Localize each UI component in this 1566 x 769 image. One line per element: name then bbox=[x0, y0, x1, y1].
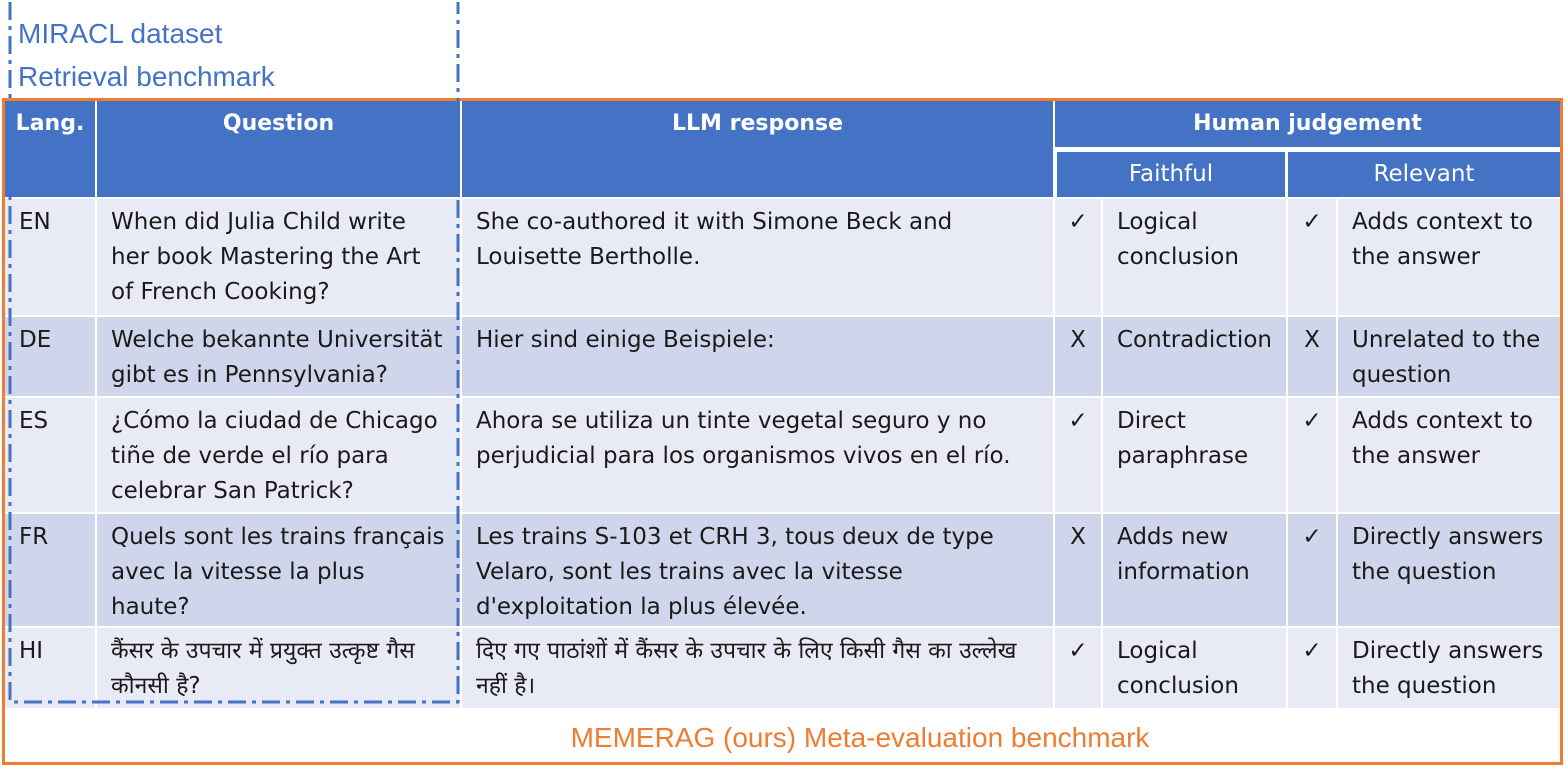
cell-relevant-label: Unrelated to the question bbox=[1338, 317, 1560, 396]
header-question: Question bbox=[97, 101, 460, 197]
cell-question: Welche bekannte Universität gibt es in Pennsylvania? bbox=[97, 317, 460, 396]
miracl-line2: Retrieval benchmark bbox=[18, 61, 275, 92]
cell-question: कैंसर के उपचार में प्रयुक्त उत्कृष्ट गैस कौनसी है? bbox=[97, 628, 460, 708]
cell-response: Les trains S-103 et CRH 3, tous deux de type Velaro, sont les trains avec la vitesse d'exploitation la plus élevée. bbox=[462, 514, 1053, 626]
cell-relevant-mark: ✓ bbox=[1288, 398, 1336, 512]
cell-lang: FR bbox=[5, 514, 95, 626]
cell-lang: EN bbox=[5, 199, 95, 315]
cell-response: दिए गए पाठांशों में कैंसर के उपचार के लिए किसी गैस का उल्लेख नहीं है। bbox=[462, 628, 1053, 708]
memerag-caption: MEMERAG (ours) Meta-evaluation benchmark bbox=[570, 722, 1150, 753]
cell-lang: DE bbox=[5, 317, 95, 396]
cell-faithful-label: Contradiction bbox=[1103, 317, 1286, 396]
cell-faithful-mark: ✓ bbox=[1055, 628, 1101, 708]
cell-question: Quels sont les trains français avec la vitesse la plus haute? bbox=[97, 514, 460, 626]
cell-relevant-label: Adds context to the answer bbox=[1338, 199, 1560, 315]
cell-relevant-label: Directly answers the question bbox=[1338, 628, 1560, 708]
miracl-line1: MIRACL dataset bbox=[18, 18, 223, 49]
cell-faithful-label: Logical conclusion bbox=[1103, 628, 1286, 708]
cell-lang: ES bbox=[5, 398, 95, 512]
cell-question: ¿Cómo la ciudad de Chicago tiñe de verde el río para celebrar San Patrick? bbox=[97, 398, 460, 512]
cell-relevant-mark: X bbox=[1288, 317, 1336, 396]
header-lang: Lang. bbox=[5, 101, 95, 197]
cell-response: Ahora se utiliza un tinte vegetal seguro y no perjudicial para los organismos vivos en el río. bbox=[462, 398, 1053, 512]
cell-response: Hier sind einige Beispiele: bbox=[462, 317, 1053, 396]
cell-relevant-mark: ✓ bbox=[1288, 514, 1336, 626]
cell-faithful-label: Direct paraphrase bbox=[1103, 398, 1286, 512]
cell-faithful-mark: ✓ bbox=[1055, 199, 1101, 315]
header-response: LLM response bbox=[462, 101, 1053, 197]
cell-faithful-label: Logical conclusion bbox=[1103, 199, 1286, 315]
cell-relevant-label: Directly answers the question bbox=[1338, 514, 1560, 626]
cell-lang: HI bbox=[5, 628, 95, 708]
miracl-caption bbox=[18, 12, 275, 98]
cell-faithful-label: Adds new information bbox=[1103, 514, 1286, 626]
cell-relevant-mark: ✓ bbox=[1288, 199, 1336, 315]
header-relevant: Relevant bbox=[1288, 152, 1560, 197]
cell-faithful-mark: X bbox=[1055, 514, 1101, 626]
cell-faithful-mark: ✓ bbox=[1055, 398, 1101, 512]
cell-question: When did Julia Child write her book Mastering the Art of French Cooking? bbox=[97, 199, 460, 315]
cell-relevant-label: Adds context to the answer bbox=[1338, 398, 1560, 512]
header-judgement: Human judgement bbox=[1055, 101, 1560, 147]
cell-relevant-mark: ✓ bbox=[1288, 628, 1336, 708]
cell-faithful-mark: X bbox=[1055, 317, 1101, 396]
header-faithful: Faithful bbox=[1057, 152, 1285, 197]
cell-response: She co-authored it with Simone Beck and Louisette Bertholle. bbox=[462, 199, 1053, 315]
